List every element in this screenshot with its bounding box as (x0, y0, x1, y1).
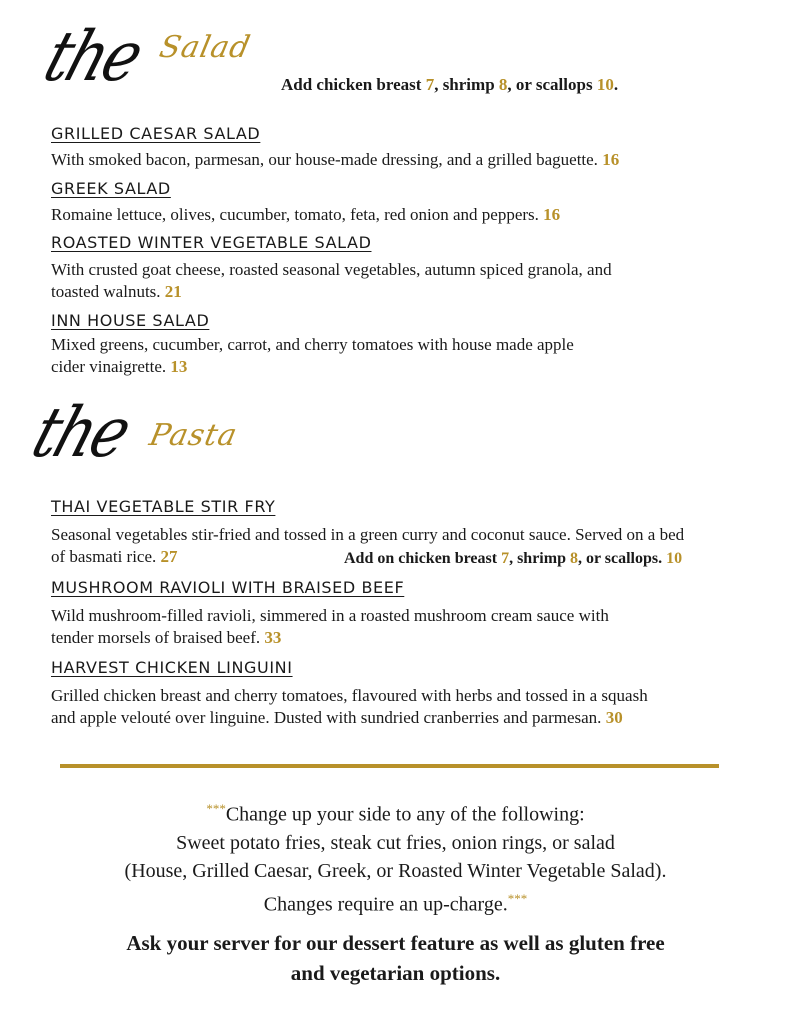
price: 30 (605, 708, 623, 727)
pasta-addon-note (344, 550, 682, 568)
desc-text: toasted walnuts. (51, 282, 161, 301)
desc-text: With smoked bacon, parmesan, our house-made dressing, and a grilled baguette. (51, 150, 598, 169)
menu-item-desc (51, 685, 648, 729)
addon-text: , shrimp (509, 550, 570, 567)
addon-text: , or scallops (507, 75, 597, 94)
addon-text: Add chicken breast (281, 75, 426, 94)
menu-item-desc (51, 334, 574, 378)
desc-text: Grilled chicken breast and cherry tomatoes, flavoured with herbs and tossed in a squash (51, 686, 648, 705)
addon-shrimp-price: 8 (498, 75, 508, 94)
stars: *** (206, 801, 226, 816)
price: 16 (602, 150, 620, 169)
sides-line: Sweet potato fries, steak cut fries, onion rings, or salad (176, 831, 615, 854)
addon-text: . (613, 75, 619, 94)
price: 16 (543, 205, 561, 224)
pasta-sub-script: Pasta (146, 418, 241, 453)
addon-text: , shrimp (434, 75, 499, 94)
menu-item-title: MUSHROOM RAVIOLI WITH BRAISED BEEF (51, 578, 405, 597)
salad-the-script: the (34, 16, 151, 98)
menu-item-title: THAI VEGETABLE STIR FRY (51, 497, 276, 516)
sides-note (0, 795, 791, 918)
menu-item-desc (51, 204, 560, 226)
price: 21 (164, 282, 182, 301)
desc-text: Mixed greens, cucumber, carrot, and cherry tomatoes with house made apple (51, 335, 574, 354)
menu-item-desc (51, 605, 609, 649)
desc-text: tender morsels of braised beef. (51, 628, 261, 647)
sides-text: Change up your side to any of the following: (225, 803, 585, 826)
price: 27 (160, 547, 178, 566)
dessert-line: Ask your server for our dessert feature as well as gluten free (126, 931, 665, 955)
desc-text: and apple velouté over linguine. Dusted with sundried cranberries and parmesan. (51, 708, 602, 727)
price: 13 (170, 357, 188, 376)
gold-divider (60, 764, 719, 768)
addon-chicken-price: 7 (501, 550, 510, 567)
salad-sub-script: Salad (156, 30, 254, 65)
desc-text: cider vinaigrette. (51, 357, 167, 376)
desc-text: Wild mushroom-filled ravioli, simmered in a roasted mushroom cream sauce with (51, 606, 609, 625)
addon-scallops-price: 10 (596, 75, 614, 94)
stars: *** (507, 890, 528, 906)
addon-chicken-price: 7 (425, 75, 435, 94)
pasta-the-script: the (22, 392, 139, 474)
menu-item-title: INN HOUSE SALAD (51, 311, 210, 330)
menu-item-title: HARVEST CHICKEN LINGUINI (51, 658, 293, 677)
sides-line (0, 885, 791, 919)
sides-line: (House, Grilled Caesar, Greek, or Roasted Winter Vegetable Salad). (124, 859, 667, 882)
price: 33 (264, 628, 282, 647)
menu-item-desc (51, 259, 612, 303)
desc-text: of basmati rice. (51, 547, 157, 566)
desc-text: With crusted goat cheese, roasted seasonal vegetables, autumn spiced granola, and (51, 260, 612, 279)
desc-text: Seasonal vegetables stir-fried and tossed in a green curry and coconut sauce. Served on a bed (51, 525, 685, 544)
menu-item-title: ROASTED WINTER VEGETABLE SALAD (51, 233, 372, 252)
addon-scallops-price: 10 (666, 550, 683, 567)
sides-line (0, 795, 791, 829)
dessert-note (0, 928, 791, 988)
menu-item-title: GRILLED CAESAR SALAD (51, 124, 261, 143)
addon-text: Add on chicken breast (344, 550, 502, 567)
dessert-line: and vegetarian options. (290, 961, 501, 985)
addon-text: , or scallops. (577, 550, 663, 567)
desc-text: Romaine lettuce, olives, cucumber, tomato, feta, red onion and peppers. (51, 205, 539, 224)
sides-text: Changes require an up-charge. (263, 893, 508, 916)
salad-addon-note (281, 75, 618, 95)
menu-item-desc (51, 149, 619, 171)
menu-item-title: GREEK SALAD (51, 179, 171, 198)
addon-shrimp-price: 8 (569, 550, 578, 567)
